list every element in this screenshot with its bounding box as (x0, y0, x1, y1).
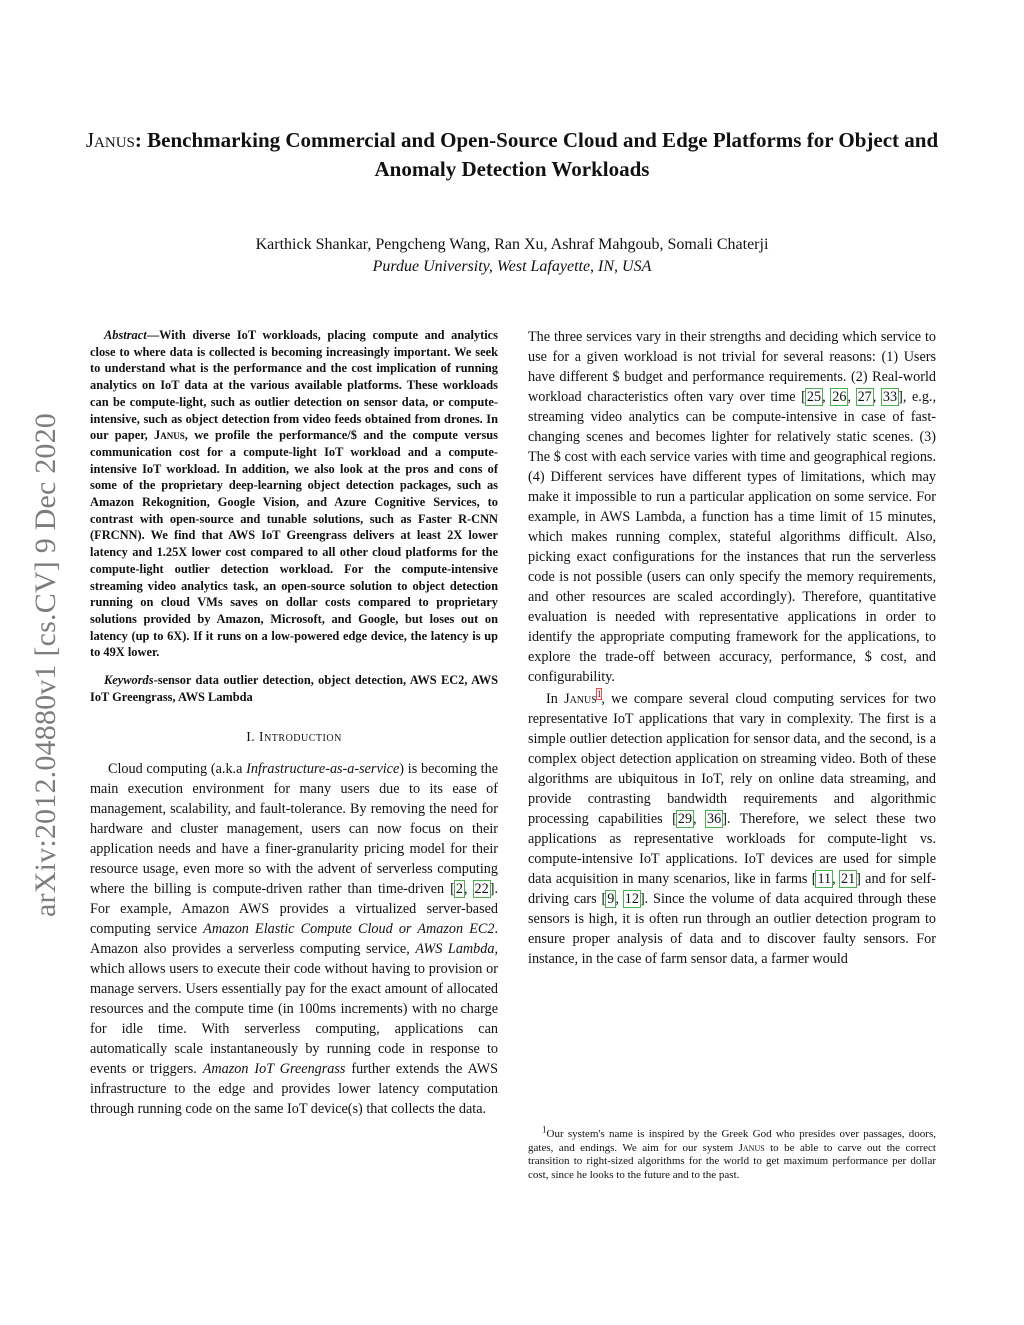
paper-title (80, 126, 944, 184)
abstract (90, 327, 498, 661)
intro-paragraph-1: Cloud computing (a.k.a Infrastructure-as-a-service) is becoming the main execution environment for many users due to its ease of management, scalability, and fault-tolerance. By removing the need for hardware and cluster management, users can now focus on their application needs and have a finer-granularity pricing model for their resource usage, even more so with the advent of serverless computing where the billing is compute-driven rather than time-driven [2, 22]. For example, Amazon AWS provides a virtualized server-based computing service Amazon Elastic Compute Cloud or Amazon EC2. Amazon also provides a serverless computing service, AWS Lambda, which allows users to execute their code without having to provision or manage servers. Users essentially pay for the exact amount of allocated resources and the compute time (in 100ms increments) with no charge for idle time. With serverless computing, applications can automatically scale instantaneously by running code in response to events or triggers. Amazon IoT Greengrass further extends the AWS infrastructure to the edge and provides lower latency computation through running code on the same IoT device(s) that collects the data. (90, 761, 498, 1118)
section-number: I. (246, 729, 256, 745)
text-run: The three services vary in their strengths and deciding which service to use for a given workload is not trivial for several reasons: (1) Users have different $ budget and performance requirements. (2) Real-world workload characteristics often vary over time [ (528, 329, 936, 405)
left-column (90, 327, 498, 1119)
citation-link[interactable]: 36 (707, 811, 722, 827)
text-run: ] and for self-driving cars [ (528, 871, 936, 907)
title-system-name: Janus (85, 128, 135, 152)
arxiv-identifier (18, 365, 74, 965)
arxiv-id-text: arXiv:2012.04880v1 [cs.CV] 9 Dec 2020 (29, 413, 62, 917)
text-run: In (546, 691, 565, 707)
text-run: ]. Since the volume of data acquired through these sensors is high, it is often run through an outlier detection program to ensure proper analysis of data and to discover faulty sensors. For instance, in the case of farm sensor data, a farmer would (528, 891, 936, 967)
text-run-italic: AWS Lambda (415, 941, 495, 958)
citation-link[interactable]: 9 (607, 891, 615, 907)
text-run: , we compare several cloud computing services for two representative IoT applications that vary in complexity. The first is a simple outlier detection application for sensor data, and the second, is a complex object detection application on streaming video. Both of these algorithms are ubiquitous in IoT, rely on online data streaming, and provide contrasting bandwidth requirements and algorithmic processing capabilities [ (528, 691, 936, 827)
title-text: : Benchmarking Commercial and Open-Source Cloud and Edge Platforms for Object and Anomaly Detection Workloads (134, 128, 939, 181)
abstract-label: Abstract (104, 328, 147, 342)
janus-name: Janus (738, 1141, 765, 1154)
citation-link[interactable]: 21 (840, 871, 856, 887)
text-run: Cloud computing (a.k.a (108, 761, 247, 778)
citation-link[interactable]: 27 (857, 389, 872, 405)
footnote (528, 1124, 936, 1182)
intro-paragraph-2: The three services vary in their strengths and deciding which service to use for a given workload is not trivial for several reasons: (1) Users have different $ budget and performance requirements. (2) Real-world workload characteristics often vary over time [25, 26, 27, 33], e.g., streaming video analytics can be compute-intensive in case of fast-changing scenes and becomes lighter for relatively static scenes. (3) The $ cost with each service varies with time and geographical regions. (4) Different services have different types of limitations, which may make it impossible to run a particular application on some service. For example, in AWS Lambda, a function has a time limit of 15 minutes, which makes running complex, stateful algorithms difficult. Also, picking exact configurations for the instances that run the serverless code is not possible (users can only specify the memory requirements, and other resources are scaled accordingly). Therefore, quantitative evaluation is needed with representative applications in order to identify the appropriate computing framework for the applications, to explore the trade-off between accuracy, performance, $ cost, and configurability. (528, 329, 937, 685)
keywords (90, 672, 498, 705)
text-run: . Amazon also provides a serverless computing service, (90, 921, 498, 958)
citation-link[interactable]: 12 (624, 891, 639, 907)
text-run: ]. Therefore, we select these two applications as representative workloads for compute-light vs. compute-intensive IoT applications. IoT devices are used for simple data acquisition in many scenarios, like in farms [ (528, 811, 936, 887)
text-run-italic: Amazon Elastic Compute Cloud or Amazon EC2 (203, 921, 495, 938)
citation-link[interactable]: 33 (882, 389, 898, 405)
abstract-text-b: , we profile the performance/$ and the compute versus communication cost for a compute-light IoT workload and a compute-intensive IoT workload. In addition, we also look at the pros and cons of some of the proprietary deep-learning object detection packages, such as Amazon Rekognition, Google Vision, and Azure Cognitive Services, to contrast with open-source and tunable solutions, such as Faster R-CNN (FRCNN). We find that AWS IoT Greengrass delivers at least 2X lower latency and 1.25X lower cost compared to all other cloud platforms for the compute-light outlier detection workload. For the compute-intensive streaming video analytics task, an open-source solution to object detection running on cloud VMs saves on dollar costs compared to proprietary solutions provided by Amazon, Microsoft, and Google, but loses out on latency (up to 6X). If it runs on a low-powered edge device, the latency is up to 49X lower. (90, 428, 498, 660)
janus-name: Janus (564, 691, 597, 707)
text-run: further extends the AWS infrastructure to the edge and provides lower latency computation through running code on the same IoT device(s) that collects the data. (90, 1061, 498, 1118)
citation-link[interactable]: 11 (817, 871, 832, 887)
text-run: , which allows users to execute their code without having to provision or manage servers. Users essentially pay for the exact amount of allocated resources and the compute time (in 100ms increments) with no charge for idle time. With serverless computing, applications can automatically scale instantaneously by running code in response to events or triggers. (90, 941, 498, 1078)
citation-link[interactable]: 2 (455, 881, 463, 898)
text-run: ) is becoming the main execution environment for many users due to its ease of management, scalability, and fault-tolerance. By removing the need for hardware and cluster management, users can now focus on their application needs and have a finer-granularity pricing model for their resource usage, even more so with the advent of serverless computing where the billing is compute-driven rather than time-driven [ (90, 761, 498, 898)
text-run: ], e.g., streaming video analytics can be compute-intensive in case of fast-changing scenes and becomes lighter for relatively static scenes. (3) The $ cost with each service varies with time and geographical regions. (4) Different services have different types of limitations, which may make it impossible to run a particular application on some service. For example, in AWS Lambda, a function has a time limit of 15 minutes, which makes running complex, stateful algorithms difficult. Also, picking exact configurations for the instances that run the serverless code is not possible (users can only specify the memory requirements, and other resources are scaled accordingly). Therefore, quantitative evaluation is needed with representative applications in order to identify the appropriate computing framework for the applications, to explore the trade-off between accuracy, performance, $ cost, and configurability. (528, 389, 937, 685)
author-block (80, 234, 944, 278)
citation-link[interactable]: 29 (677, 811, 693, 827)
right-column (528, 327, 936, 969)
intro-paragraph-3: In Janus$^1$, we compare several cloud computing services for two representative IoT applications that vary in complexity. The first is a simple outlier detection application for sensor data, and the second, is a complex object detection application on streaming video. Both of these algorithms are ubiquitous in IoT, rely on online data streaming, and provide contrasting bandwidth requirements and algorithmic processing capabilities [29, 36]. Therefore, we select these two applications as representative workloads for compute-light vs. compute-intensive IoT applications. IoT devices are used for simple data acquisition in many scenarios, like in farms [11, 21] and for self-driving cars [9, 12]. Since the volume of data acquired through these sensors is high, it is often run through an outlier detection program to ensure proper analysis of data and to discover faulty sensors. For instance, in the case of farm sensor data, a farmer would (528, 689, 936, 967)
keywords-label: Keywords (104, 673, 154, 688)
footnote-mark: 1 (542, 1124, 547, 1135)
author-list: Karthick Shankar, Pengcheng Wang, Ran Xu, Ashraf Mahgoub, Somali Chaterji (255, 236, 769, 253)
text-run: to be able to carve out the correct transition to right-sized algorithms for the world to get maximum performance per dollar cost, since he looks to the future and to the past. (528, 1141, 936, 1181)
affiliation: Purdue University, West Lafayette, IN, USA (372, 258, 652, 275)
section-title: Introduction (259, 729, 342, 745)
keywords-text: -sensor data outlier detection, object detection, AWS EC2, AWS IoT Greengrass, AWS Lambda (90, 673, 498, 704)
citation-link[interactable]: 22 (474, 881, 489, 898)
abstract-text-a: —With diverse IoT workloads, placing compute and analytics close to where data is collected is becoming increasingly important. We seek to understand what is the performance and the cost implication of running analytics on IoT data at the various available platforms. These workloads can be compute-light, such as outlier detection on sensor data, or compute-intensive, such as object detection from video feeds obtained from drones. In our paper, (90, 328, 498, 443)
text-run-italic: Amazon IoT Greengrass (202, 1061, 346, 1078)
text-run-italic: Infrastructure-as-a-service (246, 761, 400, 778)
citation-link[interactable]: 25 (806, 389, 822, 405)
citation-link[interactable]: 26 (832, 389, 847, 405)
footnote-link[interactable]: 1 (596, 689, 602, 700)
section-heading-introduction (90, 727, 498, 747)
text-run: Our system's name is inspired by the Greek God who presides over passages, doors, gates, and endings. We aim for our system (528, 1128, 936, 1154)
abstract-janus: Janus (154, 428, 185, 443)
text-run: ]. For example, Amazon AWS provides a virtualized server-based computing service (90, 881, 498, 938)
